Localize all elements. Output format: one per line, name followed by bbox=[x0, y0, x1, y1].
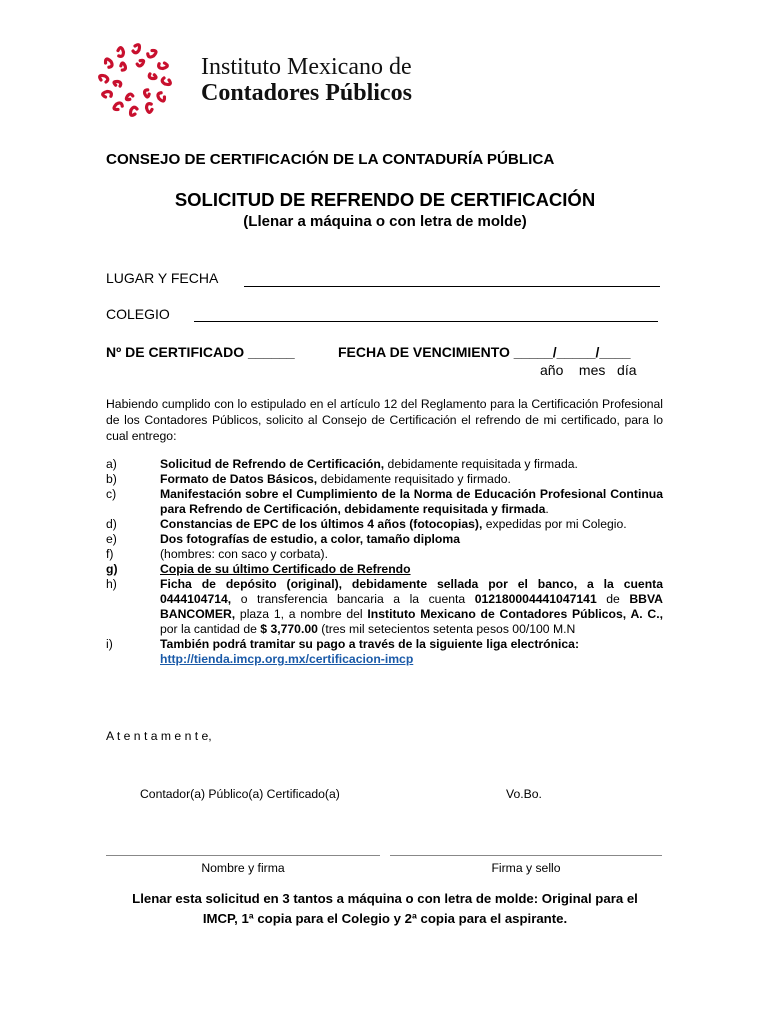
requirements-list bbox=[106, 457, 663, 667]
nombre-firma-label: Nombre y firma bbox=[201, 861, 285, 875]
imcp-logo bbox=[98, 42, 172, 118]
list-item: i) También podrá tramitar su pago a través de la siguiente liga electrónica: http://tienda.imcp.org.mx/certificacion-imcp bbox=[106, 637, 580, 666]
certificado-field[interactable]: Nº DE CERTIFICADO ______ bbox=[106, 344, 295, 360]
closing-text: A t e n t a m e n t e, bbox=[106, 729, 212, 743]
institute-name-line2: Contadores Públicos bbox=[201, 80, 412, 106]
date-parts-label: año mes día bbox=[540, 362, 637, 378]
council-heading: CONSEJO DE CERTIFICACIÓN DE LA CONTADURÍA PÚBLICA bbox=[106, 151, 555, 168]
vencimiento-field[interactable]: FECHA DE VENCIMIENTO _____/_____/____ bbox=[338, 344, 631, 360]
footer-instructions: Llenar esta solicitud en 3 tantos a máquina o con letra de molde: Original para el IMCP, 1ª copia para el Colegio y 2ª copia para el aspirante. bbox=[132, 891, 638, 926]
signature-line-right bbox=[390, 855, 662, 856]
signature-line-left bbox=[106, 855, 380, 856]
list-item: h) Ficha de depósito (original), debidamente sellada por el banco, a la cuenta 0444104714, o transferencia bancaria a la cuenta 012180004441047141 de BBVA BANCOMER, plaza 1, a nombre del Instituto Mexicano de Contadores Públicos, A. C., por la cantidad de $ 3,770.00 (tres mil setecientos setenta pesos 00/100 M.N bbox=[106, 577, 664, 636]
form-subtitle: (Llenar a máquina o con letra de molde) bbox=[243, 213, 527, 230]
colegio-field[interactable] bbox=[194, 321, 658, 322]
list-item: d) Constancias de EPC de los últimos 4 años (fotocopias), expedidas por mi Colegio. bbox=[106, 517, 627, 531]
lugar-fecha-label: LUGAR Y FECHA bbox=[106, 270, 219, 286]
vobo-caption: Vo.Bo. bbox=[506, 787, 542, 801]
lugar-fecha-field[interactable] bbox=[244, 286, 660, 287]
list-item: a) Solicitud de Refrendo de Certificación, debidamente requisitada y firmada. bbox=[106, 457, 578, 471]
intro-paragraph: Habiendo cumplido con lo estipulado en el artículo 12 del Reglamento para la Certificación Profesional de los Contadores Públicos, solicito al Consejo de Certificación el refrendo de mi certificado, para lo cual entrego: bbox=[106, 397, 663, 443]
list-item: e) Dos fotografías de estudio, a color, tamaño diploma bbox=[106, 532, 460, 546]
form-title: SOLICITUD DE REFRENDO DE CERTIFICACIÓN bbox=[174, 189, 596, 210]
signer-caption: Contador(a) Público(a) Certificado(a) bbox=[140, 787, 340, 801]
list-item: g) Copia de su último Certificado de Refrendo bbox=[106, 562, 411, 576]
list-item: b) Formato de Datos Básicos, debidamente requisitado y firmado. bbox=[106, 472, 511, 486]
institute-name-line1: Instituto Mexicano de bbox=[201, 54, 412, 80]
list-item: c) Manifestación sobre el Cumplimiento de la Norma de Educación Profesional Continua para Refrendo de Certificación, debidamente requisitada y firmada. bbox=[106, 487, 663, 516]
colegio-label: COLEGIO bbox=[106, 306, 170, 322]
firma-sello-label: Firma y sello bbox=[491, 861, 561, 875]
list-item: f) (hombres: con saco y corbata). bbox=[106, 547, 328, 561]
payment-link[interactable]: http://tienda.imcp.org.mx/certificacion-imcp bbox=[160, 652, 414, 666]
